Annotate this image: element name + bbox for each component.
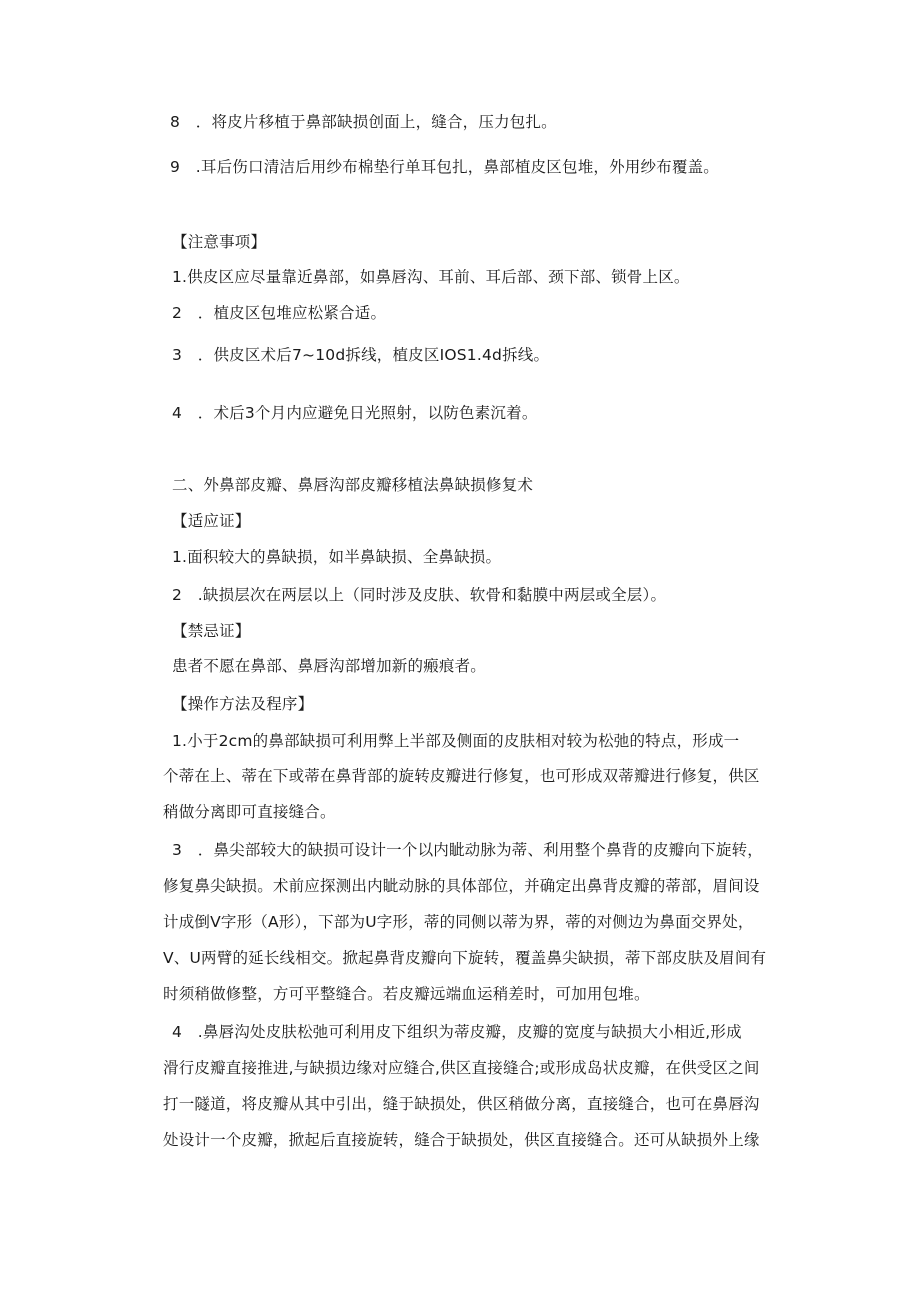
section-title-2: 二、外鼻部皮瓣、鼻唇沟部皮瓣移植法鼻缺损修复术: [172, 476, 534, 494]
contraindication-text: 患者不愿在鼻部、鼻唇沟部增加新的瘢痕者。: [172, 657, 487, 675]
procedure-4-line-1: 4 .鼻唇沟处皮肤松弛可利用皮下组织为蒂皮瓣，皮瓣的宽度与缺损大小相近,形成: [172, 1023, 742, 1041]
procedure-1-line-3: 稍做分离即可直接缝合。: [163, 803, 336, 821]
procedure-4-line-4: 处设计一个皮瓣，掀起后直接旋转，缝合于缺损处，供区直接缝合。还可从缺损外上缘: [163, 1131, 760, 1149]
procedure-4-line-3: 打一隧道，将皮瓣从其中引出，缝于缺损处，供区稍做分离，直接缝合，也可在鼻唇沟: [163, 1095, 760, 1113]
procedure-3-line-5: 时须稍做修整，方可平整缝合。若皮瓣远端血运稍差时，可加用包堆。: [163, 985, 650, 1003]
step-8-text: 8 ．将皮片移植于鼻部缺损创面上，缝合，压力包扎。: [170, 113, 557, 131]
precaution-3: 3 ．供皮区术后7~10d拆线，植皮区IOS1.4d拆线。: [172, 346, 550, 364]
procedure-3-line-3: 计成倒V字形（A形），下部为U字形，蒂的同侧以蒂为界，蒂的对侧边为鼻面交界处，: [163, 913, 754, 931]
procedure-4-line-2: 滑行皮瓣直接推进,与缺损边缘对应缝合,供区直接缝合;或形成岛状皮瓣，在供受区之间: [163, 1059, 760, 1077]
indication-1: 1.面积较大的鼻缺损，如半鼻缺损、全鼻缺损。: [172, 548, 502, 566]
precaution-1: 1.供皮区应尽量靠近鼻部，如鼻唇沟、耳前、耳后部、颈下部、锁骨上区。: [172, 268, 690, 286]
procedure-3-line-1: 3 ．鼻尖部较大的缺损可设计一个以内眦动脉为蒂、利用整个鼻背的皮瓣向下旋转，: [172, 841, 763, 859]
section-heading-precautions: 【注意事项】: [172, 233, 267, 251]
step-9-text: 9 .耳后伤口清洁后用纱布棉垫行单耳包扎，鼻部植皮区包堆，外用纱布覆盖。: [170, 158, 719, 176]
procedure-3-line-2: 修复鼻尖缺损。术前应探测出内眦动脉的具体部位，并确定出鼻背皮瓣的蒂部，眉间设: [163, 877, 760, 895]
indication-2: 2 .缺损层次在两层以上（同时涉及皮肤、软骨和黏膜中两层或全层）。: [172, 586, 667, 604]
precaution-4: 4 ．术后3个月内应避免日光照射，以防色素沉着。: [172, 404, 538, 422]
section-heading-indications: 【适应证】: [172, 512, 251, 530]
precaution-2: 2 ．植皮区包堆应松紧合适。: [172, 304, 387, 322]
procedure-1-line-2: 个蒂在上、蒂在下或蒂在鼻背部的旋转皮瓣进行修复，也可形成双蒂瓣进行修复，供区: [163, 767, 760, 785]
procedure-1-line-1: 1.小于2cm的鼻部缺损可利用弊上半部及侧面的皮肤相对较为松弛的特点，形成一: [172, 732, 740, 750]
section-heading-procedure: 【操作方法及程序】: [172, 695, 314, 713]
procedure-3-line-4: V、U两臂的延长线相交。掀起鼻背皮瓣向下旋转，覆盖鼻尖缺损，蒂下部皮肤及眉间有: [163, 949, 767, 967]
section-heading-contraindications: 【禁忌证】: [172, 622, 251, 640]
